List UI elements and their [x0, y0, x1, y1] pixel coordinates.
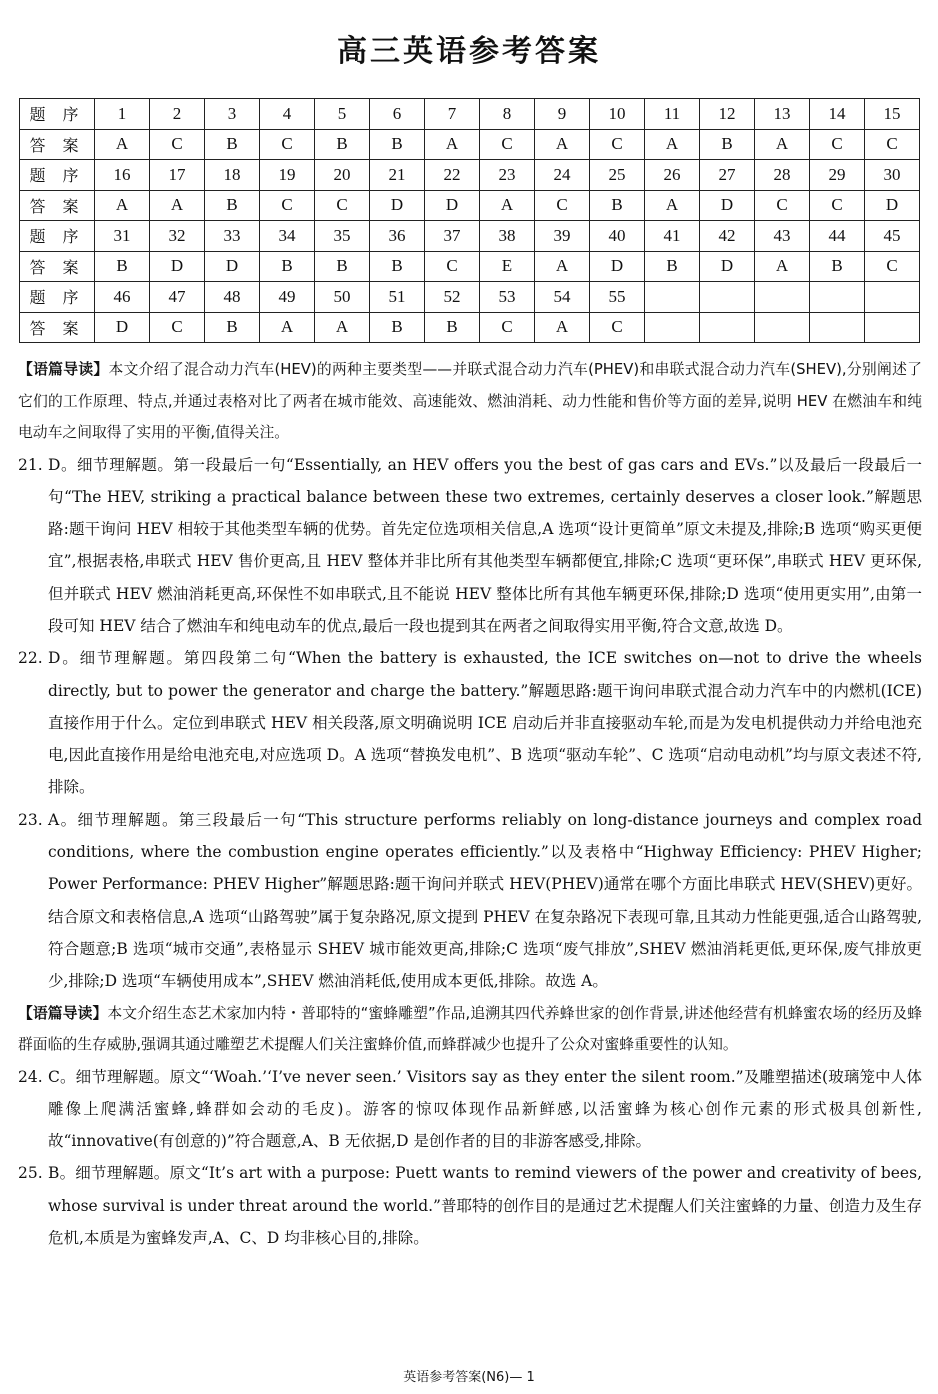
question-number-cell: 10: [590, 99, 645, 130]
answer-cell: B: [425, 312, 480, 343]
answer-table: [19, 98, 920, 343]
answer-cell: A: [260, 312, 315, 343]
question-number-cell: 33: [205, 221, 260, 252]
answer-cell: D: [700, 190, 755, 221]
answer-cell: B: [645, 251, 700, 282]
answer-cell: [645, 312, 700, 343]
question-number-cell: 12: [700, 99, 755, 130]
question-number-cell: [755, 282, 810, 313]
question-number-cell: 54: [535, 282, 590, 313]
question-number-cell: 21: [370, 160, 425, 191]
question-21: [18, 449, 922, 643]
question-number-cell: 28: [755, 160, 810, 191]
question-number-cell: 47: [150, 282, 205, 313]
table-row-question-numbers: [20, 282, 920, 313]
question-number-cell: [645, 282, 700, 313]
answer-cell: B: [205, 129, 260, 160]
answer-cell: D: [205, 251, 260, 282]
question-number-cell: 43: [755, 221, 810, 252]
answer-cell: E: [480, 251, 535, 282]
answer-cell: D: [95, 312, 150, 343]
guide-text: 本文介绍了混合动力汽车(HEV)的两种主要类型——并联式混合动力汽车(PHEV)和串联式混合动力汽车(SHEV),分别阐述了它们的工作原理、特点,并通过表格对比了两者在城市能效、高速能效、燃油消耗、动力性能和售价等方面的差异,说明 HEV 在燃油车和纯电动车之间取得了实用的平衡,值得关注。: [18, 361, 922, 441]
answer-cell: B: [370, 312, 425, 343]
question-number-cell: 8: [480, 99, 535, 130]
question-number-cell: 15: [865, 99, 920, 130]
question-number-cell: 46: [95, 282, 150, 313]
question-22: [18, 642, 922, 803]
answer-cell: B: [810, 251, 865, 282]
row-label: 答 案: [20, 190, 95, 221]
question-number-cell: 32: [150, 221, 205, 252]
answer-cell: C: [590, 129, 645, 160]
question-number-cell: 16: [95, 160, 150, 191]
answer-cell: C: [480, 129, 535, 160]
question-number-cell: 25: [590, 160, 645, 191]
question-number: 25.: [18, 1164, 43, 1183]
question-number-cell: 52: [425, 282, 480, 313]
question-24: [18, 1061, 922, 1158]
question-number-cell: 20: [315, 160, 370, 191]
answer-cell: B: [700, 129, 755, 160]
question-number-cell: 37: [425, 221, 480, 252]
answer-cell: A: [150, 190, 205, 221]
answer-cell: C: [810, 190, 865, 221]
answer-cell: A: [535, 129, 590, 160]
question-number-cell: 35: [315, 221, 370, 252]
question-number-cell: 45: [865, 221, 920, 252]
answer-cell: B: [95, 251, 150, 282]
answer-cell: C: [315, 190, 370, 221]
question-number-cell: 11: [645, 99, 700, 130]
question-number-cell: 50: [315, 282, 370, 313]
question-number-cell: 3: [205, 99, 260, 130]
question-number-cell: 5: [315, 99, 370, 130]
answer-cell: A: [535, 251, 590, 282]
table-row-answers: [20, 312, 920, 343]
answer-cell: B: [315, 129, 370, 160]
question-number-cell: 13: [755, 99, 810, 130]
answer-cell: D: [700, 251, 755, 282]
question-number-cell: 39: [535, 221, 590, 252]
question-25: [18, 1157, 922, 1254]
question-number-cell: 26: [645, 160, 700, 191]
question-number-cell: 30: [865, 160, 920, 191]
explanations: [18, 354, 922, 1254]
row-label: 题 序: [20, 99, 95, 130]
question-number: 24.: [18, 1067, 43, 1086]
answer-cell: D: [865, 190, 920, 221]
answer-cell: B: [590, 190, 645, 221]
row-label: 答 案: [20, 129, 95, 160]
answer-cell: B: [260, 251, 315, 282]
question-explanation: B。细节理解题。原文“It’s art with a purpose: Puett wants to remind viewers of the power and creativity of bees, whose survival is under threat around the world.”普耶特的创作目的是通过艺术提醒人们关注蜜蜂的力量、创造力及生存危机,本质是为蜜蜂发声,A、C、D 均非核心目的,排除。: [48, 1164, 922, 1248]
answer-cell: C: [425, 251, 480, 282]
answer-cell: C: [810, 129, 865, 160]
answer-cell: [755, 312, 810, 343]
question-number: 23.: [18, 810, 43, 829]
question-number-cell: 27: [700, 160, 755, 191]
row-label: 题 序: [20, 221, 95, 252]
table-row-answers: [20, 251, 920, 282]
question-number-cell: 23: [480, 160, 535, 191]
question-number-cell: 14: [810, 99, 865, 130]
answer-cell: A: [755, 129, 810, 160]
answer-cell: D: [590, 251, 645, 282]
table-row-question-numbers: [20, 99, 920, 130]
page-footer: 英语参考答案(N6)— 1: [403, 1370, 535, 1385]
reading-guide-2: [18, 998, 922, 1061]
question-number-cell: 31: [95, 221, 150, 252]
row-label: 题 序: [20, 160, 95, 191]
answer-cell: B: [370, 251, 425, 282]
question-number-cell: 34: [260, 221, 315, 252]
question-number-cell: 48: [205, 282, 260, 313]
question-number-cell: 29: [810, 160, 865, 191]
table-row-answers: [20, 129, 920, 160]
question-number: 21.: [18, 455, 43, 474]
reading-guide-1: [18, 354, 922, 449]
guide-tag: 【语篇导读】: [18, 1004, 108, 1022]
answer-cell: B: [315, 251, 370, 282]
answer-cell: C: [150, 312, 205, 343]
table-row-question-numbers: [20, 160, 920, 191]
question-23: [18, 804, 922, 998]
answer-cell: A: [425, 129, 480, 160]
table-row-answers: [20, 190, 920, 221]
answer-cell: D: [150, 251, 205, 282]
guide-tag: 【语篇导读】: [18, 361, 109, 378]
question-number-cell: [700, 282, 755, 313]
question-number-cell: 7: [425, 99, 480, 130]
row-label: 答 案: [20, 251, 95, 282]
question-number-cell: 9: [535, 99, 590, 130]
answer-cell: D: [425, 190, 480, 221]
answer-cell: C: [865, 129, 920, 160]
question-number-cell: 40: [590, 221, 645, 252]
answer-cell: B: [205, 190, 260, 221]
question-number-cell: 53: [480, 282, 535, 313]
guide-text: 本文介绍生态艺术家加内特・普耶特的“蜜蜂雕塑”作品,追溯其四代养蜂世家的创作背景,讲述他经营有机蜂蜜农场的经历及蜂群面临的生存威胁,强调其通过雕塑艺术提醒人们关注蜜蜂价值,而蜂群减少也提升了公众对蜜蜂重要性的认知。: [18, 1004, 922, 1054]
question-number-cell: 24: [535, 160, 590, 191]
question-number-cell: 49: [260, 282, 315, 313]
answer-cell: [700, 312, 755, 343]
answer-cell: B: [205, 312, 260, 343]
question-number-cell: [865, 282, 920, 313]
table-row-question-numbers: [20, 221, 920, 252]
answer-cell: A: [315, 312, 370, 343]
answer-cell: A: [480, 190, 535, 221]
question-number-cell: 38: [480, 221, 535, 252]
question-explanation: A。细节理解题。第三段最后一句“This structure performs reliably on long-distance journeys and complex road conditions, where the combustion engine operates efficiently.”以及表格中“Highway Efficiency: PHEV Higher; Power Performance: PHEV Higher”解题思路:题干询问并联式 HEV(PHEV)通常在哪个方面比串联式 HEV(SHEV)更好。结合原文和表格信息,A 选项“山路驾驶”属于复杂路况,原文提到 PHEV 在复杂路况下表现可靠,且其动力性能更强,适合山路驾驶,符合题意;B 选项“城市交通”,表格显示 SHEV 城市能效更高,排除;C 选项“废气排放”,SHEV 燃油消耗更低,更环保,废气排放更少,排除;D 选项“车辆使用成本”,SHEV 燃油消耗低,使用成本更低,排除。故选 A。: [48, 810, 922, 991]
question-explanation: D。细节理解题。第一段最后一句“Essentially, an HEV offers you the best of gas cars and EVs.”以及最后一段最后一句“The HEV, striking a practical balance between these two extremes, certainly deserves a closer look.”解题思路:题干询问 HEV 相较于其他类型车辆的优势。首先定位选项相关信息,A 选项“设计更简单”原文未提及,排除;B 选项“购买更便宜”,根据表格,串联式 HEV 售价更高,且 HEV 整体并非比所有其他类型车辆都便宜,排除;C 选项“更环保”,串联式 HEV 更环保,但并联式 HEV 燃油消耗更高,环保性不如串联式,且不能说 HEV 整体比所有其他车辆更环保,排除;D 选项“使用更实用”,由第一段可知 HEV 结合了燃油车和纯电动车的优点,最后一段也提到其在两者之间取得实用平衡,符合文意,故选 D。: [48, 455, 923, 635]
question-number-cell: 55: [590, 282, 645, 313]
question-number-cell: 51: [370, 282, 425, 313]
question-number-cell: 41: [645, 221, 700, 252]
answer-cell: A: [645, 190, 700, 221]
row-label: 答 案: [20, 312, 95, 343]
question-number-cell: 19: [260, 160, 315, 191]
question-number-cell: 2: [150, 99, 205, 130]
answer-cell: D: [370, 190, 425, 221]
question-number-cell: 44: [810, 221, 865, 252]
question-number-cell: 22: [425, 160, 480, 191]
answer-cell: B: [370, 129, 425, 160]
question-number-cell: [810, 282, 865, 313]
answer-cell: A: [95, 190, 150, 221]
answer-cell: [810, 312, 865, 343]
question-explanation: D。细节理解题。第四段第二句“When the battery is exhausted, the ICE switches on—not to drive the wheels directly, but to power the generator and charge the battery.”解题思路:题干询问串联式混合动力汽车中的内燃机(ICE)直接作用于什么。定位到串联式 HEV 相关段落,原文明确说明 ICE 启动后并非直接驱动车轮,而是为发电机提供动力并给电池充电,因此直接作用是给电池充电,对应选项 D。A 选项“替换发电机”、B 选项“驱动车轮”、C 选项“启动电动机”均与原文表述不符,排除。: [48, 649, 922, 797]
question-number-cell: 17: [150, 160, 205, 191]
answer-cell: C: [535, 190, 590, 221]
answer-cell: C: [865, 251, 920, 282]
row-label: 题 序: [20, 282, 95, 313]
page-title: 高三英语参考答案: [337, 34, 601, 69]
answer-cell: A: [755, 251, 810, 282]
answer-cell: C: [260, 129, 315, 160]
answer-cell: C: [755, 190, 810, 221]
question-number-cell: 4: [260, 99, 315, 130]
answer-cell: [865, 312, 920, 343]
question-number-cell: 18: [205, 160, 260, 191]
answer-cell: C: [150, 129, 205, 160]
question-number-cell: 6: [370, 99, 425, 130]
answer-cell: A: [645, 129, 700, 160]
question-number-cell: 42: [700, 221, 755, 252]
answer-cell: C: [480, 312, 535, 343]
question-number-cell: 1: [95, 99, 150, 130]
answer-cell: C: [260, 190, 315, 221]
question-number: 22.: [18, 649, 43, 668]
answer-cell: A: [95, 129, 150, 160]
question-explanation: C。细节理解题。原文“‘Woah.’‘I’ve never seen.’ Visitors say as they enter the silent room.”及雕塑描述(玻璃笼中人体雕像上爬满活蜜蜂,蜂群如会动的毛皮)。游客的惊叹体现作品新鲜感,以活蜜蜂为核心创作元素的形式极具创新性,故“innovative(有创意的)”符合题意,A、B 无依据,D 是创作者的目的非游客感受,排除。: [48, 1067, 922, 1151]
question-number-cell: 36: [370, 221, 425, 252]
answer-cell: A: [535, 312, 590, 343]
answer-cell: C: [590, 312, 645, 343]
